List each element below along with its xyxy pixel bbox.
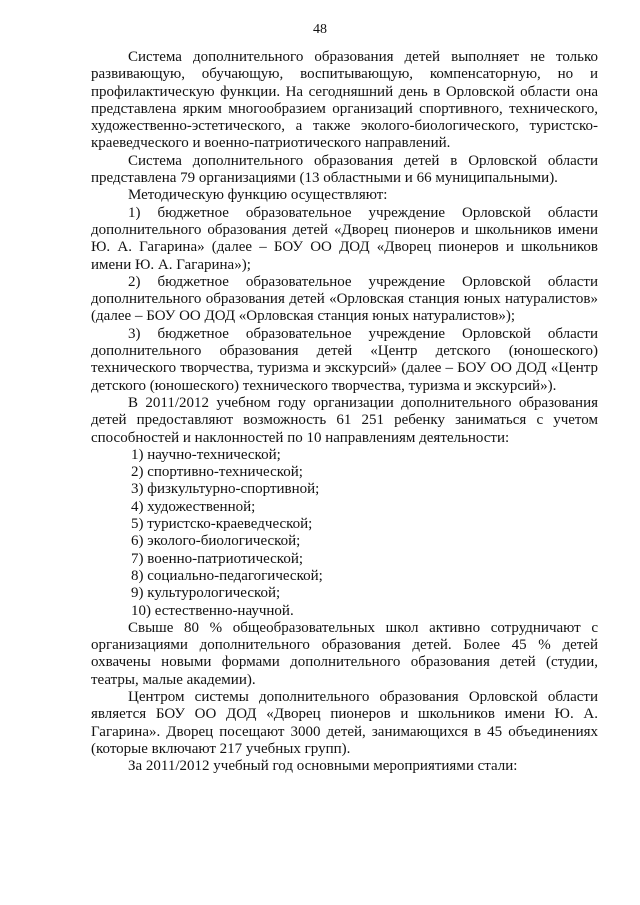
list-item: 7) военно-патриотической;: [131, 550, 304, 567]
paragraph-methodical-intro: Методическую функцию осуществляют:: [128, 187, 388, 204]
list-item: 10) естественно-научной.: [131, 602, 294, 619]
list-item: 4) художественной;: [131, 498, 256, 515]
page-number: 48: [313, 22, 327, 37]
list-item: 5) туристско-краеведческой;: [131, 516, 313, 533]
paragraph-academic-year: В 2011/2012 учебном году организации дополнительного образования детей предоставляют возможность 61 251 ребенку заниматься с учетом способностей и наклонностей по 10 направлениям деятельности:: [91, 394, 598, 446]
paragraph-palace-center: Центром системы дополнительного образования Орловской области является БОУ ОО ДОД «Дворец пионеров и школьников имени Ю. А. Гагарина». Дворец посещают 3000 детей, занимающихся в 45 объединениях (которые включают 217 учебных групп).: [91, 688, 598, 757]
list-item: 1) научно-технической;: [131, 446, 281, 463]
list-item: 3) физкультурно-спортивной;: [131, 481, 320, 498]
list-item: 6) эколого-биологической;: [131, 533, 301, 550]
document-body: [91, 49, 598, 775]
paragraph-institution-1: 1) бюджетное образовательное учреждение Орловской области дополнительного образования детей «Дворец пионеров и школьников имени Ю. А. Гагарина» (далее – БОУ ОО ДОД «Дворец пионеров и школьников имени Ю. А. Гагарина»);: [91, 204, 598, 273]
paragraph-institution-3: 3) бюджетное образовательное учреждение Орловской области дополнительного образования детей «Центр детского (юношеского) технического творчества, туризма и экскурсий» (далее – БОУ ОО ДОД «Центр детского (юношеского) технического творчества, туризма и экскурсий»).: [91, 325, 598, 394]
directions-list: [91, 447, 598, 620]
paragraph-organizations-count: Система дополнительного образования детей в Орловской области представлена 79 организациями (13 областными и 66 муниципальными).: [91, 152, 598, 187]
paragraph-schools-cooperation: Свыше 80 % общеобразовательных школ активно сотрудничают с организациями дополнительного образования детей. Более 45 % детей охвачены новыми формами дополнительного образования детей (студии, театры, малые академии).: [91, 619, 598, 688]
paragraph-system-functions: Система дополнительного образования детей выполняет не только развивающую, обучающую, воспитывающую, компенсаторную, но и профилактическую функции. На сегодняшний день в Орловской области она представлена ярким многообразием организаций спортивного, технического, художественно-эстетического, а также эколого-биологического, туристско-краеведческого и военно-патриотического направлений.: [91, 49, 598, 152]
list-item: 2) спортивно-технической;: [131, 464, 303, 481]
list-item: 9) культурологической;: [131, 585, 281, 602]
paragraph-main-events-intro: За 2011/2012 учебный год основными мероприятиями стали:: [128, 758, 518, 775]
paragraph-institution-2: 2) бюджетное образовательное учреждение Орловской области дополнительного образования детей «Орловская станция юных натуралистов» (далее – БОУ ОО ДОД «Орловская станция юных натуралистов»);: [91, 273, 598, 325]
list-item: 8) социально-педагогической;: [131, 567, 323, 584]
